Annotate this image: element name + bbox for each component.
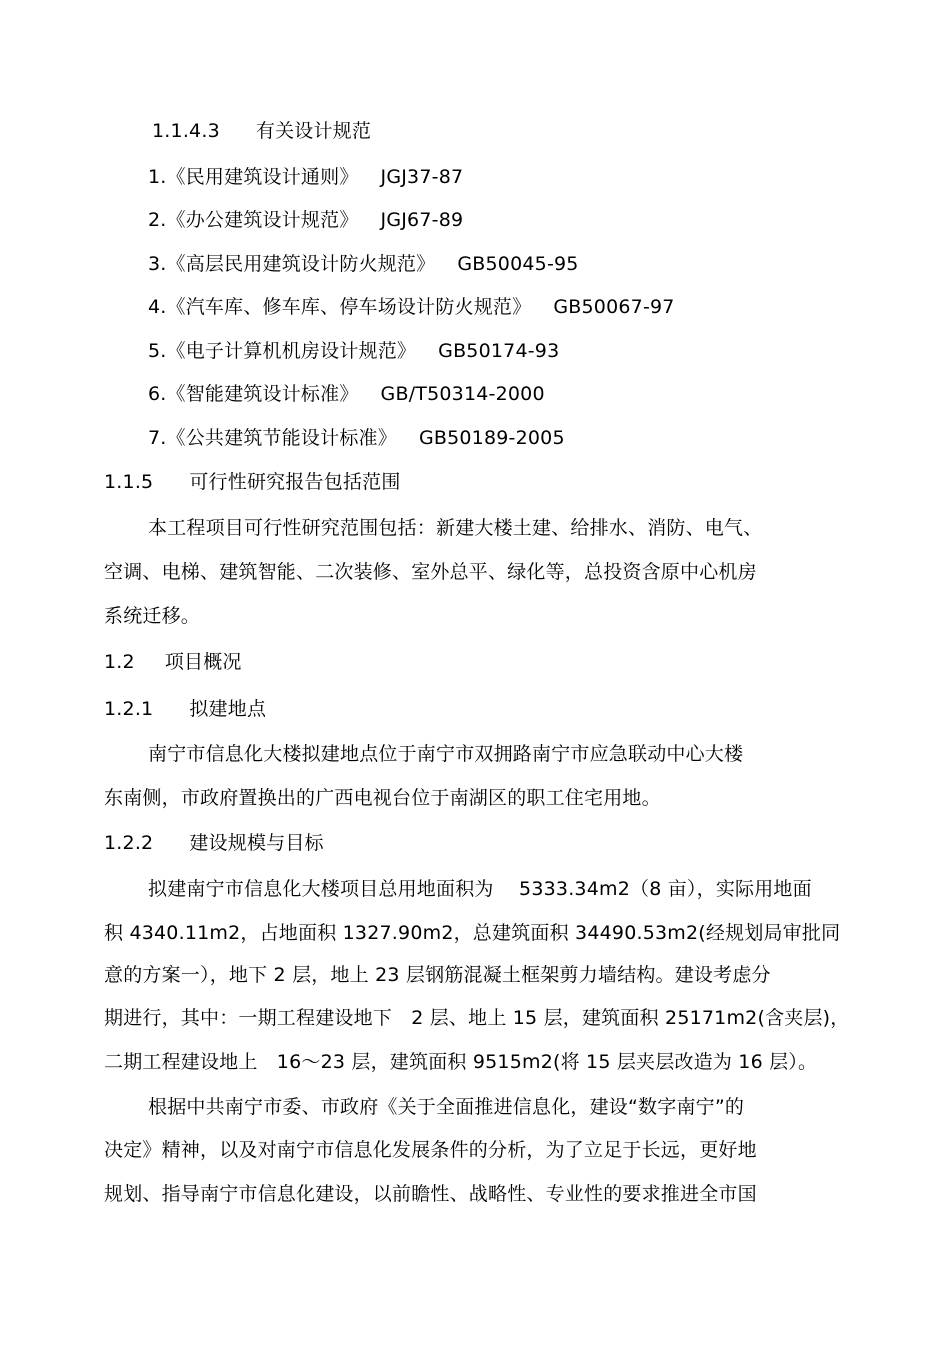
standard-code: JGJ67-89 xyxy=(380,209,464,231)
standard-item xyxy=(148,294,675,320)
paragraph-line: 根据中共南宁市委、市政府《关于全面推进信息化，建设“数字南宁”的 xyxy=(148,1096,745,1118)
standard-code: GB50174-93 xyxy=(438,340,560,362)
paragraph-line: 拟建南宁市信息化大楼项目总用地面积为 5333.34m2（8 亩），实际用地面 xyxy=(148,878,812,900)
section-title: 拟建地点 xyxy=(189,698,267,720)
standard-name: 4.《汽车库、修车库、停车场设计防火规范》 xyxy=(148,296,532,318)
paragraph-line: 二期工程建设地上 16～23 层，建筑面积 9515m2(将 15 层夹层改造为 16 层）。 xyxy=(104,1051,818,1073)
standard-code: GB/T50314-2000 xyxy=(380,383,545,405)
section-title: 有关设计规范 xyxy=(255,120,372,142)
standard-code: GB50045-95 xyxy=(457,253,579,275)
paragraph-line: 意的方案一），地下 2 层，地上 23 层钢筋混凝土框架剪力墙结构。建设考虑分 xyxy=(104,964,771,986)
section-number: 1.2.2 xyxy=(104,832,154,854)
standard-item xyxy=(148,251,579,277)
paragraph-line: 规划、指导南宁市信息化建设，以前瞻性、战略性、专业性的要求推进全市国 xyxy=(104,1183,757,1205)
paragraph-line: 本工程项目可行性研究范围包括：新建大楼土建、给排水、消防、电气、 xyxy=(148,517,763,539)
standard-item xyxy=(148,425,565,451)
section-heading-1-2-2 xyxy=(104,830,324,856)
paragraph-line: 决定》精神，以及对南宁市信息化发展条件的分析，为了立足于长远，更好地 xyxy=(104,1139,757,1161)
section-number: 1.2.1 xyxy=(104,698,154,720)
standard-item xyxy=(148,381,545,407)
section-heading-1-1-4-3 xyxy=(152,118,371,144)
section-title: 可行性研究报告包括范围 xyxy=(189,471,401,493)
section-number: 1.1.4.3 xyxy=(152,120,220,142)
standard-name: 6.《智能建筑设计标准》 xyxy=(148,383,359,405)
section-title: 项目概况 xyxy=(164,651,242,673)
standard-item xyxy=(148,207,463,233)
paragraph-line: 系统迁移。 xyxy=(104,605,201,627)
standard-name: 2.《办公建筑设计规范》 xyxy=(148,209,359,231)
paragraph-line: 期进行，其中：一期工程建设地下 2 层、地上 15 层，建筑面积 25171m2(含夹层)， xyxy=(104,1007,850,1029)
section-title: 建设规模与目标 xyxy=(189,832,324,854)
standard-item xyxy=(148,338,559,364)
standard-item xyxy=(148,164,463,190)
section-heading-1-2-1 xyxy=(104,696,266,722)
paragraph-line: 积 4340.11m2，占地面积 1327.90m2，总建筑面积 34490.53m2(经规划局审批同 xyxy=(104,922,841,944)
standard-code: GB50067-97 xyxy=(553,296,675,318)
section-number: 1.1.5 xyxy=(104,471,154,493)
standard-code: GB50189-2005 xyxy=(418,427,565,449)
paragraph-line: 东南侧，市政府置换出的广西电视台位于南湖区的职工住宅用地。 xyxy=(104,787,661,809)
paragraph-line: 空调、电梯、建筑智能、二次装修、室外总平、绿化等，总投资含原中心机房 xyxy=(104,561,757,583)
section-number: 1.2 xyxy=(104,651,135,673)
section-heading-1-2 xyxy=(104,649,242,675)
standard-name: 3.《高层民用建筑设计防火规范》 xyxy=(148,253,436,275)
paragraph-line: 南宁市信息化大楼拟建地点位于南宁市双拥路南宁市应急联动中心大楼 xyxy=(148,743,744,765)
standard-name: 7.《公共建筑节能设计标准》 xyxy=(148,427,397,449)
section-heading-1-1-5 xyxy=(104,469,401,495)
standard-name: 5.《电子计算机机房设计规范》 xyxy=(148,340,417,362)
standard-code: JGJ37-87 xyxy=(380,166,464,188)
standard-name: 1.《民用建筑设计通则》 xyxy=(148,166,359,188)
